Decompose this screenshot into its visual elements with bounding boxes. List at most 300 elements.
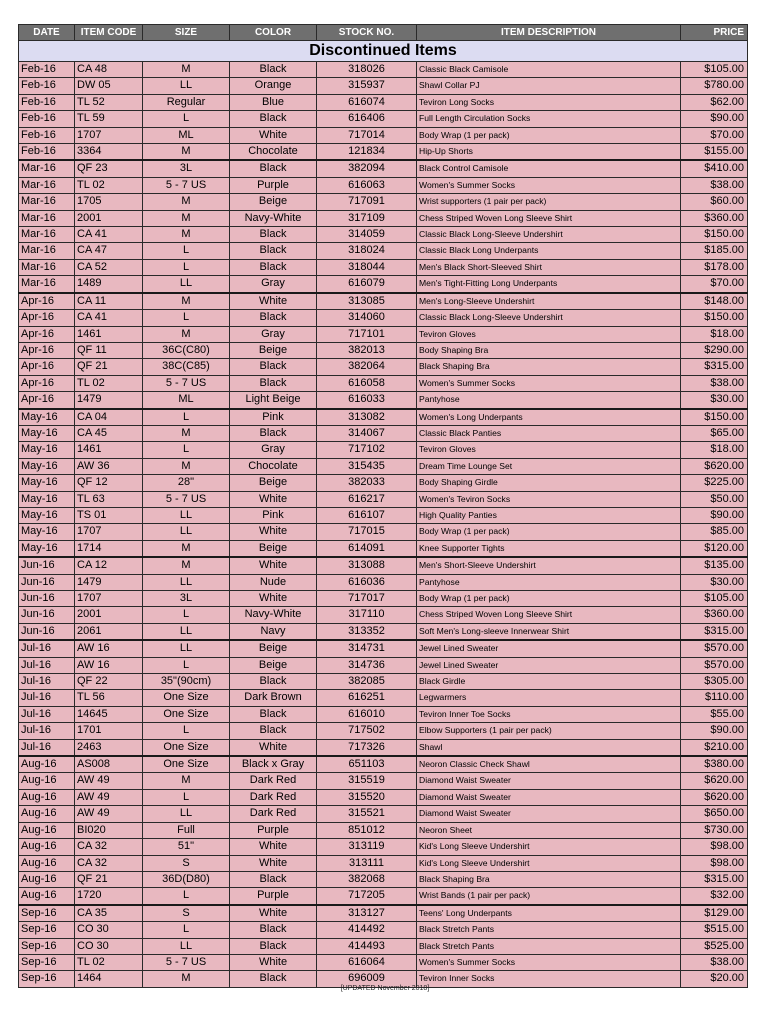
table-row — [19, 922, 748, 938]
date-cell: Jun-16 — [19, 607, 75, 623]
item-code-cell: 1705 — [75, 194, 143, 210]
date-cell: Mar-16 — [19, 227, 75, 243]
item-code-cell: CO 30 — [75, 938, 143, 954]
table-row — [19, 839, 748, 855]
item-description-cell: Black Control Camisole — [417, 160, 681, 177]
price-cell: $185.00 — [681, 243, 748, 259]
items-table — [18, 24, 748, 988]
size-cell: M — [143, 458, 230, 474]
color-cell: White — [230, 491, 317, 507]
color-cell: Black — [230, 938, 317, 954]
item-description-cell: Wrist Bands (1 pair per pack) — [417, 888, 681, 905]
color-cell: Pink — [230, 507, 317, 523]
size-cell: LL — [143, 78, 230, 94]
size-cell: 3L — [143, 591, 230, 607]
color-cell: Dark Red — [230, 806, 317, 822]
item-description-cell: Legwarmers — [417, 690, 681, 706]
color-cell: White — [230, 591, 317, 607]
item-code-cell: CA 45 — [75, 425, 143, 441]
color-cell: Purple — [230, 177, 317, 193]
price-cell: $90.00 — [681, 723, 748, 739]
price-cell: $570.00 — [681, 657, 748, 673]
size-cell: One Size — [143, 756, 230, 773]
item-code-cell: CA 11 — [75, 293, 143, 310]
item-code-cell: QF 22 — [75, 674, 143, 690]
item-description-cell: Diamond Waist Sweater — [417, 806, 681, 822]
size-cell: 5 - 7 US — [143, 375, 230, 391]
stock-no-cell: 315435 — [317, 458, 417, 474]
item-description-cell: Pantyhose — [417, 574, 681, 590]
item-description-cell: Diamond Waist Sweater — [417, 773, 681, 789]
color-cell: Black — [230, 111, 317, 127]
price-cell: $525.00 — [681, 938, 748, 954]
color-cell: Beige — [230, 640, 317, 657]
item-code-cell: CA 48 — [75, 62, 143, 78]
stock-no-cell: 313119 — [317, 839, 417, 855]
color-cell: Beige — [230, 194, 317, 210]
item-code-cell: TL 02 — [75, 954, 143, 970]
item-description-cell: Knee Supporter Tights — [417, 540, 681, 557]
table-row — [19, 359, 748, 375]
price-cell: $90.00 — [681, 111, 748, 127]
size-cell: 5 - 7 US — [143, 954, 230, 970]
stock-no-cell: 616107 — [317, 507, 417, 523]
table-row — [19, 773, 748, 789]
color-cell: Black — [230, 425, 317, 441]
date-cell: Jun-16 — [19, 557, 75, 574]
price-cell: $570.00 — [681, 640, 748, 657]
price-cell: $30.00 — [681, 574, 748, 590]
item-code-cell: BI020 — [75, 822, 143, 838]
item-description-cell: Body Wrap (1 per pack) — [417, 524, 681, 540]
date-cell: Jul-16 — [19, 723, 75, 739]
price-cell: $50.00 — [681, 491, 748, 507]
table-row — [19, 259, 748, 275]
table-row — [19, 177, 748, 193]
item-code-cell: TL 02 — [75, 177, 143, 193]
date-cell: Apr-16 — [19, 293, 75, 310]
stock-no-cell: 616251 — [317, 690, 417, 706]
size-cell: LL — [143, 524, 230, 540]
stock-no-cell: 616406 — [317, 111, 417, 127]
color-cell: Navy-White — [230, 210, 317, 226]
item-code-cell: CA 47 — [75, 243, 143, 259]
color-cell: Black — [230, 706, 317, 722]
stock-no-cell: 616079 — [317, 276, 417, 293]
date-cell: Aug-16 — [19, 871, 75, 887]
item-code-cell: QF 23 — [75, 160, 143, 177]
color-cell: Black — [230, 971, 317, 987]
date-cell: May-16 — [19, 458, 75, 474]
date-cell: Mar-16 — [19, 259, 75, 275]
item-description-cell: Classic Black Long-Sleeve Undershirt — [417, 310, 681, 326]
item-code-cell: AW 49 — [75, 789, 143, 805]
date-cell: May-16 — [19, 475, 75, 491]
table-row — [19, 540, 748, 557]
date-cell: Apr-16 — [19, 392, 75, 409]
date-cell: Mar-16 — [19, 160, 75, 177]
item-description-cell: Diamond Waist Sweater — [417, 789, 681, 805]
item-code-cell: DW 05 — [75, 78, 143, 94]
item-description-cell: Shawl Collar PJ — [417, 78, 681, 94]
size-cell: M — [143, 425, 230, 441]
table-row — [19, 806, 748, 822]
stock-no-cell: 313082 — [317, 409, 417, 426]
item-code-cell: 1479 — [75, 392, 143, 409]
date-cell: Jul-16 — [19, 640, 75, 657]
color-cell: Black — [230, 674, 317, 690]
price-cell: $155.00 — [681, 144, 748, 161]
color-cell: Orange — [230, 78, 317, 94]
item-description-cell: Full Length Circulation Socks — [417, 111, 681, 127]
date-cell: May-16 — [19, 540, 75, 557]
item-code-cell: CA 41 — [75, 310, 143, 326]
price-cell: $70.00 — [681, 276, 748, 293]
date-cell: Aug-16 — [19, 888, 75, 905]
date-cell: Apr-16 — [19, 375, 75, 391]
size-cell: L — [143, 723, 230, 739]
item-code-cell: 1707 — [75, 591, 143, 607]
table-row — [19, 938, 748, 954]
price-cell: $38.00 — [681, 375, 748, 391]
price-cell: $38.00 — [681, 177, 748, 193]
header-size: SIZE — [143, 25, 230, 41]
date-cell: Apr-16 — [19, 359, 75, 375]
price-cell: $210.00 — [681, 739, 748, 756]
stock-no-cell: 314067 — [317, 425, 417, 441]
price-cell: $18.00 — [681, 326, 748, 342]
stock-no-cell: 313352 — [317, 623, 417, 640]
item-description-cell: Neoron Sheet — [417, 822, 681, 838]
item-code-cell: 1461 — [75, 326, 143, 342]
item-code-cell: AW 36 — [75, 458, 143, 474]
stock-no-cell: 717102 — [317, 442, 417, 458]
date-cell: Feb-16 — [19, 111, 75, 127]
stock-no-cell: 315519 — [317, 773, 417, 789]
item-code-cell: TS 01 — [75, 507, 143, 523]
price-cell: $105.00 — [681, 591, 748, 607]
price-cell: $360.00 — [681, 607, 748, 623]
item-description-cell: Neoron Classic Check Shawl — [417, 756, 681, 773]
item-code-cell: 1720 — [75, 888, 143, 905]
header-item-description: ITEM DESCRIPTION — [417, 25, 681, 41]
color-cell: Beige — [230, 342, 317, 358]
size-cell: Full — [143, 822, 230, 838]
color-cell: Dark Red — [230, 773, 317, 789]
date-cell: Sep-16 — [19, 922, 75, 938]
table-row — [19, 62, 748, 78]
date-cell: Aug-16 — [19, 773, 75, 789]
item-description-cell: Pantyhose — [417, 392, 681, 409]
stock-no-cell: 651103 — [317, 756, 417, 773]
item-description-cell: Body Shaping Bra — [417, 342, 681, 358]
color-cell: Black — [230, 723, 317, 739]
item-description-cell: Kid's Long Sleeve Undershirt — [417, 855, 681, 871]
price-cell: $150.00 — [681, 227, 748, 243]
item-code-cell: CA 32 — [75, 855, 143, 871]
date-cell: Jun-16 — [19, 623, 75, 640]
stock-no-cell: 616036 — [317, 574, 417, 590]
stock-no-cell: 616074 — [317, 94, 417, 110]
item-code-cell: CO 30 — [75, 922, 143, 938]
price-cell: $55.00 — [681, 706, 748, 722]
item-description-cell: Women's Long Underpants — [417, 409, 681, 426]
item-description-cell: Black Shaping Bra — [417, 871, 681, 887]
color-cell: White — [230, 293, 317, 310]
price-cell: $620.00 — [681, 789, 748, 805]
header-item-code: ITEM CODE — [75, 25, 143, 41]
date-cell: Apr-16 — [19, 310, 75, 326]
size-cell: 36D(D80) — [143, 871, 230, 887]
price-cell: $225.00 — [681, 475, 748, 491]
size-cell: M — [143, 326, 230, 342]
size-cell: L — [143, 657, 230, 673]
item-description-cell: Women's Summer Socks — [417, 177, 681, 193]
size-cell: M — [143, 144, 230, 161]
price-cell: $150.00 — [681, 310, 748, 326]
date-cell: Feb-16 — [19, 78, 75, 94]
item-description-cell: Dream Time Lounge Set — [417, 458, 681, 474]
table-row — [19, 789, 748, 805]
stock-no-cell: 717205 — [317, 888, 417, 905]
price-cell: $148.00 — [681, 293, 748, 310]
table-row — [19, 310, 748, 326]
table-row — [19, 293, 748, 310]
item-description-cell: Black Stretch Pants — [417, 938, 681, 954]
size-cell: L — [143, 442, 230, 458]
item-code-cell: QF 11 — [75, 342, 143, 358]
table-row — [19, 706, 748, 722]
date-cell: Mar-16 — [19, 243, 75, 259]
item-description-cell: Jewel Lined Sweater — [417, 640, 681, 657]
header-row — [19, 25, 748, 41]
color-cell: Beige — [230, 540, 317, 557]
color-cell: White — [230, 127, 317, 143]
stock-no-cell: 313127 — [317, 905, 417, 922]
date-cell: Aug-16 — [19, 806, 75, 822]
price-cell: $129.00 — [681, 905, 748, 922]
date-cell: Aug-16 — [19, 822, 75, 838]
header-date: DATE — [19, 25, 75, 41]
item-code-cell: CA 32 — [75, 839, 143, 855]
date-cell: Jul-16 — [19, 706, 75, 722]
price-cell: $650.00 — [681, 806, 748, 822]
item-code-cell: 2001 — [75, 210, 143, 226]
price-cell: $290.00 — [681, 342, 748, 358]
table-row — [19, 888, 748, 905]
color-cell: Black — [230, 871, 317, 887]
size-cell: M — [143, 227, 230, 243]
stock-no-cell: 315937 — [317, 78, 417, 94]
page-title: Discontinued Items — [19, 41, 748, 62]
item-description-cell: Wrist supporters (1 pair per pack) — [417, 194, 681, 210]
price-cell: $120.00 — [681, 540, 748, 557]
price-cell: $380.00 — [681, 756, 748, 773]
size-cell: L — [143, 111, 230, 127]
color-cell: White — [230, 905, 317, 922]
stock-no-cell: 313088 — [317, 557, 417, 574]
table-row — [19, 342, 748, 358]
color-cell: Pink — [230, 409, 317, 426]
color-cell: Black — [230, 375, 317, 391]
date-cell: May-16 — [19, 442, 75, 458]
table-row — [19, 276, 748, 293]
price-cell: $98.00 — [681, 855, 748, 871]
stock-no-cell: 318044 — [317, 259, 417, 275]
price-cell: $780.00 — [681, 78, 748, 94]
item-description-cell: Black Girdle — [417, 674, 681, 690]
table-row — [19, 954, 748, 970]
date-cell: Mar-16 — [19, 194, 75, 210]
color-cell: Black — [230, 922, 317, 938]
date-cell: Jul-16 — [19, 739, 75, 756]
color-cell: Black x Gray — [230, 756, 317, 773]
color-cell: Black — [230, 160, 317, 177]
size-cell: L — [143, 607, 230, 623]
size-cell: LL — [143, 640, 230, 657]
item-description-cell: Chess Striped Woven Long Sleeve Shirt — [417, 607, 681, 623]
price-cell: $150.00 — [681, 409, 748, 426]
color-cell: Purple — [230, 822, 317, 838]
price-cell: $62.00 — [681, 94, 748, 110]
table-body — [19, 62, 748, 988]
table-row — [19, 674, 748, 690]
stock-no-cell: 314060 — [317, 310, 417, 326]
table-row — [19, 194, 748, 210]
item-description-cell: Soft Men's Long-sleeve Innerwear Shirt — [417, 623, 681, 640]
date-cell: Apr-16 — [19, 326, 75, 342]
date-cell: May-16 — [19, 507, 75, 523]
table-row — [19, 425, 748, 441]
date-cell: Feb-16 — [19, 62, 75, 78]
color-cell: Gray — [230, 276, 317, 293]
size-cell: One Size — [143, 739, 230, 756]
price-cell: $32.00 — [681, 888, 748, 905]
table-row — [19, 227, 748, 243]
stock-no-cell: 315521 — [317, 806, 417, 822]
stock-no-cell: 382033 — [317, 475, 417, 491]
size-cell: 28" — [143, 475, 230, 491]
color-cell: Beige — [230, 657, 317, 673]
stock-no-cell: 616063 — [317, 177, 417, 193]
table-row — [19, 127, 748, 143]
item-description-cell: Teens' Long Underpants — [417, 905, 681, 922]
header-color: COLOR — [230, 25, 317, 41]
table-row — [19, 144, 748, 161]
price-cell: $135.00 — [681, 557, 748, 574]
price-cell: $620.00 — [681, 458, 748, 474]
color-cell: Black — [230, 310, 317, 326]
stock-no-cell: 616217 — [317, 491, 417, 507]
item-description-cell: Classic Black Long-Sleeve Undershirt — [417, 227, 681, 243]
color-cell: Gray — [230, 326, 317, 342]
stock-no-cell: 717326 — [317, 739, 417, 756]
price-cell: $410.00 — [681, 160, 748, 177]
table-row — [19, 409, 748, 426]
item-code-cell: 1701 — [75, 723, 143, 739]
item-code-cell: CA 41 — [75, 227, 143, 243]
size-cell: L — [143, 243, 230, 259]
stock-no-cell: 616033 — [317, 392, 417, 409]
item-code-cell: TL 59 — [75, 111, 143, 127]
color-cell: White — [230, 839, 317, 855]
item-code-cell: TL 02 — [75, 375, 143, 391]
size-cell: M — [143, 210, 230, 226]
size-cell: 38C(C85) — [143, 359, 230, 375]
item-description-cell: Men's Tight-Fitting Long Underpants — [417, 276, 681, 293]
color-cell: Gray — [230, 442, 317, 458]
size-cell: LL — [143, 574, 230, 590]
table-row — [19, 210, 748, 226]
item-code-cell: 1489 — [75, 276, 143, 293]
stock-no-cell: 382085 — [317, 674, 417, 690]
item-description-cell: Men's Long-Sleeve Undershirt — [417, 293, 681, 310]
table-row — [19, 657, 748, 673]
item-description-cell: Body Wrap (1 per pack) — [417, 127, 681, 143]
discontinued-items-sheet — [18, 24, 747, 988]
stock-no-cell: 318024 — [317, 243, 417, 259]
item-description-cell: Teviron Long Socks — [417, 94, 681, 110]
price-cell: $70.00 — [681, 127, 748, 143]
size-cell: ML — [143, 127, 230, 143]
stock-no-cell: 614091 — [317, 540, 417, 557]
price-cell: $178.00 — [681, 259, 748, 275]
item-description-cell: Classic Black Long Underpants — [417, 243, 681, 259]
stock-no-cell: 616064 — [317, 954, 417, 970]
size-cell: Regular — [143, 94, 230, 110]
price-cell: $90.00 — [681, 507, 748, 523]
price-cell: $18.00 — [681, 442, 748, 458]
size-cell: 51" — [143, 839, 230, 855]
size-cell: One Size — [143, 690, 230, 706]
table-row — [19, 375, 748, 391]
table-row — [19, 475, 748, 491]
date-cell: Sep-16 — [19, 971, 75, 987]
table-row — [19, 905, 748, 922]
item-code-cell: CA 52 — [75, 259, 143, 275]
item-code-cell: AW 16 — [75, 657, 143, 673]
size-cell: 5 - 7 US — [143, 491, 230, 507]
item-description-cell: Shawl — [417, 739, 681, 756]
stock-no-cell: 382068 — [317, 871, 417, 887]
item-code-cell: CA 12 — [75, 557, 143, 574]
color-cell: White — [230, 954, 317, 970]
stock-no-cell: 313085 — [317, 293, 417, 310]
item-description-cell: Black Shaping Bra — [417, 359, 681, 375]
item-description-cell: Classic Black Camisole — [417, 62, 681, 78]
table-row — [19, 491, 748, 507]
stock-no-cell: 717017 — [317, 591, 417, 607]
item-code-cell: 1461 — [75, 442, 143, 458]
size-cell: 35"(90cm) — [143, 674, 230, 690]
table-row — [19, 442, 748, 458]
size-cell: L — [143, 888, 230, 905]
item-code-cell: TL 56 — [75, 690, 143, 706]
price-cell: $305.00 — [681, 674, 748, 690]
date-cell: Mar-16 — [19, 177, 75, 193]
size-cell: L — [143, 259, 230, 275]
item-description-cell: Teviron Inner Toe Socks — [417, 706, 681, 722]
date-cell: Sep-16 — [19, 954, 75, 970]
date-cell: May-16 — [19, 409, 75, 426]
stock-no-cell: 616058 — [317, 375, 417, 391]
stock-no-cell: 616010 — [317, 706, 417, 722]
stock-no-cell: 717502 — [317, 723, 417, 739]
stock-no-cell: 696009 — [317, 971, 417, 987]
color-cell: Purple — [230, 888, 317, 905]
item-description-cell: Women's Summer Socks — [417, 954, 681, 970]
table-row — [19, 607, 748, 623]
